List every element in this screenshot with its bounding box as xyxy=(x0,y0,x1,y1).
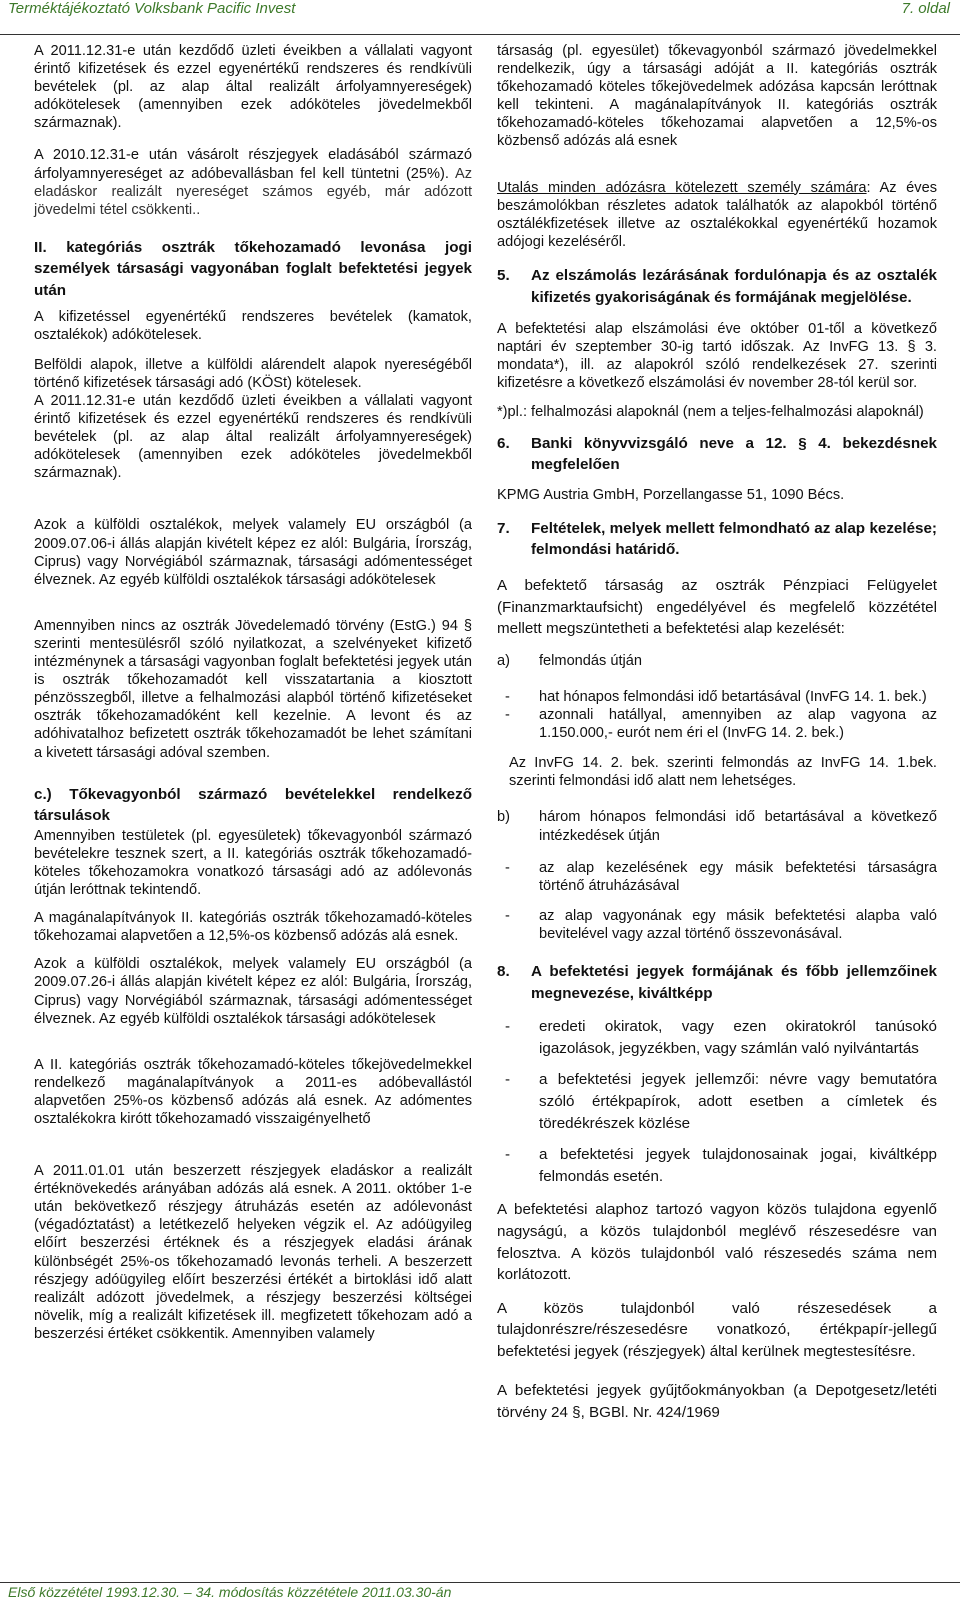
list-text: hat hónapos felmondási idő betartásával (InvFG 14. 1. bek.) xyxy=(539,688,927,705)
list-text: a befektetési jegyek jellemzői: névre vagy bemutatóra szóló értékpapírok, adott esetben a címletek és töredékrészek közlése xyxy=(539,1071,937,1132)
list-marker: - xyxy=(505,1146,511,1164)
paragraph: A kifizetéssel egyenértékű rendszeres bevételek (kamatok, osztalékok) adókötelesek. xyxy=(34,308,472,343)
list-marker: - xyxy=(505,907,510,924)
paragraph xyxy=(34,146,472,218)
list-item xyxy=(497,688,937,706)
paragraph xyxy=(497,179,937,251)
list-marker: a) xyxy=(497,652,510,669)
paragraph: A 2011.12.31-e után kezdődő üzleti éveikben a vállalati vagyont érintő kifizetések és ezzel egyenértékű rendszeres és rendkívüli bevételek (pl. az alap által realizált árfolyamnyereségek) adókötelesek (amennyiben ezek adóköteles jövedelmekből származnak). xyxy=(34,393,472,482)
list-marker: - xyxy=(505,1071,511,1089)
list-item xyxy=(497,1144,937,1187)
section-number: 7. xyxy=(497,519,510,537)
list-item xyxy=(497,706,937,742)
section-heading xyxy=(497,433,937,476)
section-number: 5. xyxy=(497,266,510,284)
section-title: A befektetési jegyek formájának és főbb jellemzőinek megnevezése, kiváltképp xyxy=(531,962,937,1002)
paragraph: A magánalapítványok II. kategóriás osztrák tőkehozamadó-köteles tőkehozamai alapvetően a 12,5%-os közbenső adózás alá esnek. xyxy=(34,910,472,945)
paragraph: A befektető társaság az osztrák Pénzpiaci Felügyelet (Finanzmarktaufsicht) engedélyével és megfelelő közzététel mellett megszüntetheti a befektetési alap kezelését: xyxy=(497,577,937,638)
paragraph: A közös tulajdonból való részesedések a tulajdonrészre/részesedésre vonatkozó, értékpapír-jellegű befektetési jegyek (részjegyek) által kerülnek megtestesítésre. xyxy=(497,1299,937,1360)
list-marker: b) xyxy=(497,809,510,826)
paragraph: társaság (pl. egyesület) tőkevagyonból származó jövedelmekkel rendelkezik, úgy a társasági adóját a II. kategóriás osztrák tőkehozamadó köteles tőkejövedelmek adózása kapcsán leróttnak kell tekinteni. A magánalapítványok II. kategóriás osztrák tőkehozamadó-köteles tőkehozamai alapvetően a 12,5%-os közbenső adózás alá esnek xyxy=(497,43,937,150)
paragraph: Azok a külföldi osztalékok, melyek valamely EU országból (a 2009.07.06-i állás alapján kivételt képez ez alól: Bulgária, Írország, Ciprus) vagy Norvégiából származnak, társasági adómentességet élveznek. Az egyéb külföldi osztalékok társasági adókötelesek xyxy=(34,517,472,588)
paragraph-text: A 2010.12.31-e után vásárolt részjegyek eladásából származó árfolyamnyereséget az adóbevallásban fel kell tüntetni (25%). xyxy=(34,147,472,182)
paragraph: A 2011.12.31-e után kezdődő üzleti éveikben a vállalati vagyont érintő kifizetések és ezzel egyenértékű rendszeres és rendkívüli bevételek (pl. az alap által realizált árfolyamnyereségek) adókötelesek (amennyiben ezek adóköteles jövedelmekből származnak). xyxy=(34,43,472,132)
note-colon: : xyxy=(866,179,871,196)
left-column xyxy=(34,42,472,1343)
paragraph: A befektetési jegyek gyűjtőokmányokban (a Depotgesetz/letéti törvény 24 §, BGBl. Nr. 424/1969 xyxy=(497,1382,937,1422)
list-text: eredeti okiratok, vagy ezen okiratokról tanúsokó igazolások, jegyzékben, vagy számlán való nyilvántartás xyxy=(539,1018,937,1057)
list-marker: - xyxy=(505,688,510,705)
paragraph: Belföldi alapok, illetve a külföldi alárendelt alapok nyereségéből történő kifizetések társasági adó (KÖSt) kötelesek. xyxy=(34,356,472,391)
paragraph-text: Az éves beszámolókban részletes adatok találhatók az alapokból történő osztálékfizetések illetve az osztalékokkal egyenértékű hozamok adójogi kezeléséről. xyxy=(497,179,937,250)
paragraph: Azok a külföldi osztalékok, melyek valamely EU országból (a 2009.07.26-i állás alapján kivételt képez ez alól: Bulgária, Írország, Ciprus) vagy Norvégiából származnak, társasági adómentességet élveznek. Az egyéb külföldi osztalékok társasági adókötelesek xyxy=(34,956,472,1027)
list-text: három hónapos felmondási idő betartásával a következő intézkedések útján xyxy=(539,809,937,844)
page-number: 7. oldal xyxy=(901,0,950,17)
list-item xyxy=(497,907,937,943)
section-title: Feltételek, melyek mellett felmondható az alap kezelése; felmondási határidő. xyxy=(531,519,937,559)
section-heading xyxy=(497,265,937,308)
section-number: 8. xyxy=(497,962,510,980)
section-heading xyxy=(497,518,937,561)
paragraph: KPMG Austria GmbH, Porzellangasse 51, 1090 Bécs. xyxy=(497,486,845,503)
section-title: Banki könyvvizsgáló neve a 12. § 4. bekezdésnek megfelelően xyxy=(531,434,937,474)
list-text: azonnali hatállyal, amennyiben az alap vagyona az 1.150.000,- eurót nem éri el (InvFG 14. 2. bek.) xyxy=(539,707,937,742)
paragraph: Az InvFG 14. 2. bek. szerinti felmondás az InvFG 14. 1.bek. szerinti felmondási idő alatt nem lehetséges. xyxy=(509,755,937,790)
list-marker: - xyxy=(505,707,510,724)
list-item xyxy=(497,808,937,844)
list-item xyxy=(497,1016,937,1059)
section-number: 6. xyxy=(497,434,510,452)
list-text: az alap kezelésének egy másik befektetési társaságra történő átruházásával xyxy=(539,859,937,894)
list-marker: - xyxy=(505,859,510,876)
section-title: Az elszámolás lezárásának fordulónapja és az osztalék kifizetés gyakoriságának és formájának megjelölése. xyxy=(531,266,937,306)
page-footer xyxy=(0,1582,960,1604)
paragraph: A 2011.01.01 után beszerzett részjegyek eladáskor a realizált értéknövekedés arányában adózás alá esnek. A 2011. október 1-e után bekövetkező részjegy átruházás esetén az adólevonást (végadóztatást) a letétkezelő helyeken végzik el. Az adóügyileg előírt beszerzési értéknek és a részjegyek eladási árának különbségét 25%-os tőkehozamadó levonás terheli. A beszerzett részjegy adóügyileg előírt beszerzési értékét a birtoklási idő alatt realizált adózott jövedelmek, a részjegy beszerzési költségei növelik, míg a realizált kifizetések ill. megfizetett tőkehozam adó a beszerzési értéket csökkentik. Amennyiben valamely xyxy=(34,1163,472,1342)
section-heading: c.) Tőkevagyonból származó bevételekkel rendelkező társulások xyxy=(34,785,472,825)
section-heading xyxy=(497,961,937,1004)
paragraph: *)pl.: felhalmozási alapoknál (nem a teljes-felhalmozási alapoknál) xyxy=(497,403,924,420)
document-title: Terméktájékoztató Volksbank Pacific Invest xyxy=(8,0,296,17)
list-text: az alap vagyonának egy másik befektetési alapba való bevitelével vagy azzal történő összevonásával. xyxy=(539,907,937,942)
page-header xyxy=(0,0,960,35)
note-heading: Utalás minden adózásra kötelezett személy számára xyxy=(497,179,867,196)
paragraph: Amennyiben testületek (pl. egyesületek) tőkevagyonból származó bevételekre tesznek szert, a II. kategóriás osztrák tőkehozamadó-köteles tőkehozamokra vonatkozó társasági adó az adólevonás útján leróttnak tekintendő. xyxy=(34,827,472,899)
list-item xyxy=(497,1069,937,1134)
list-marker: - xyxy=(505,1018,511,1036)
paragraph: Amennyiben nincs az osztrák Jövedelemadó törvény (EstG.) 94 § szerinti mentesülésről szóló nyilatkozat, a szelvényeket kifizető intézménynek a társasági vagyonban foglalt befektetési jegyek után is osztrák tőkehozamadót kell visszatartania a kiosztott pénzösszegből, illetve a felhalmozási alapból történő kifizetéseket osztrák tőkehozamadóként kell kezelnie. A levont és az adóhivatalhoz befizetett osztrák tőkehozamadót be lehet számítani a kivetett társasági adóval szemben. xyxy=(34,617,472,761)
paragraph: A II. kategóriás osztrák tőkehozamadó-köteles tőkejövedelmekkel rendelkező magánalapítványok a 2011-es adóbevallástól alapvetően 25%-os közbenső adózás alá esnek. Az adómentes osztalékokra kirótt tőkehozamadó visszaigényelhető xyxy=(34,1056,472,1127)
paragraph: A befektetési alaphoz tartozó vagyon közös tulajdona egyenlő nagyságú, a közös tulajdonból meglévő részesedésre van felosztva. A közös tulajdonból való részesedés száma nem korlátozott. xyxy=(497,1201,937,1284)
paragraph: A befektetési alap elszámolási éve október 01-től a következő naptári év szeptember 30-ig tartó időszak. Az InvFG 13. § 3. mondata*), ill. az alapokról szóló rendelkezések 27. szerinti kifizetésre a következő elszámolási év november 28-tól kerül sor. xyxy=(497,321,937,392)
list-item xyxy=(497,859,937,895)
list-item xyxy=(497,652,937,670)
right-column xyxy=(497,42,937,1424)
paragraph-text: Az eladáskor realizált nyereséget számos egyéb, már adózott jövedelmi tétel csökkenti.. xyxy=(34,165,472,218)
list-text: felmondás útján xyxy=(539,652,643,669)
footer-text: Első közzététel 1993.12.30. – 34. módosítás közzététele 2011.03.30-án xyxy=(8,1584,452,1600)
list-text: a befektetési jegyek tulajdonosainak jogai, kiváltképp felmondás esetén. xyxy=(539,1146,937,1185)
section-heading: II. kategóriás osztrák tőkehozamadó levonása jogi személyek társasági vagyonában foglalt befektetési jegyek után xyxy=(34,238,472,300)
